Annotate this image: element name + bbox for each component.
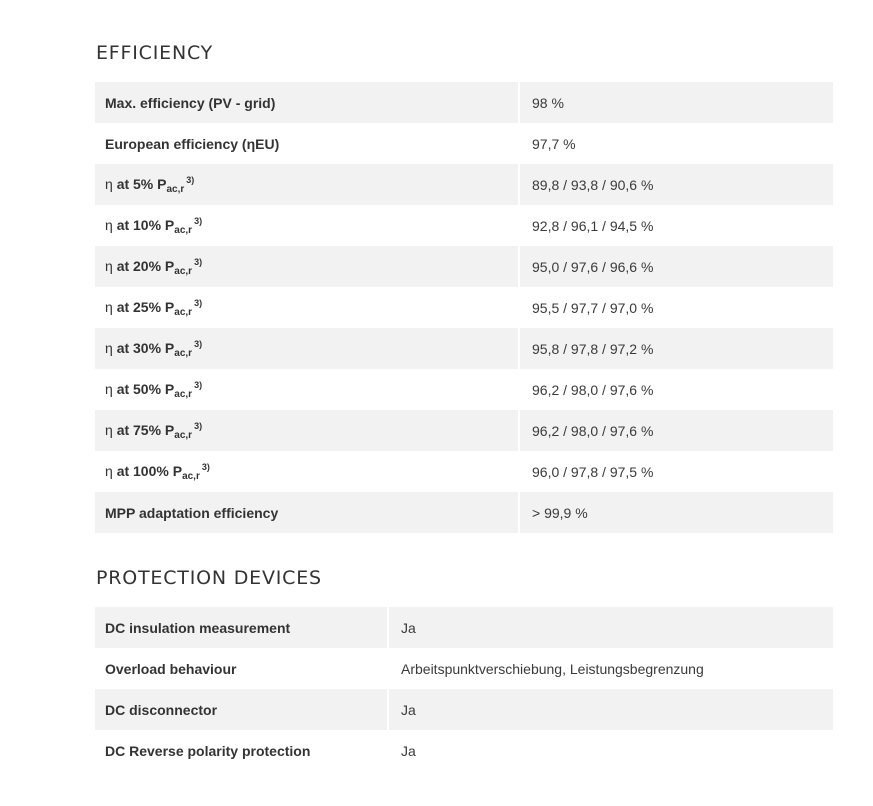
row-value: 96,2 / 98,0 / 97,6 % bbox=[519, 410, 833, 451]
row-label: DC insulation measurement bbox=[95, 607, 388, 648]
eta-symbol: η bbox=[105, 298, 113, 315]
label-subscript: ac,r bbox=[174, 347, 193, 359]
row-value: 97,7 % bbox=[532, 135, 576, 152]
table-row bbox=[95, 328, 833, 369]
row-value: Ja bbox=[388, 607, 833, 648]
footnote-marker: 3) bbox=[194, 420, 203, 431]
row-value: 96,0 / 97,8 / 97,5 % bbox=[532, 463, 654, 480]
label-text: at 50% P bbox=[116, 380, 175, 397]
table-row bbox=[95, 607, 833, 648]
row-label bbox=[95, 369, 519, 410]
row-label bbox=[95, 246, 519, 287]
row-label bbox=[95, 205, 519, 246]
label-subscript: ac,r bbox=[166, 183, 185, 195]
row-value: 92,8 / 96,1 / 94,5 % bbox=[532, 217, 654, 234]
footnote-marker: 3) bbox=[186, 174, 195, 185]
label-text: at 25% P bbox=[116, 298, 175, 315]
label-text: at 20% P bbox=[116, 257, 175, 274]
table-row bbox=[95, 410, 833, 451]
eta-symbol: η bbox=[105, 175, 113, 192]
row-label bbox=[95, 287, 519, 328]
eta-symbol: η bbox=[105, 339, 113, 356]
row-label bbox=[95, 164, 519, 205]
table-row bbox=[95, 246, 833, 287]
table-row bbox=[95, 287, 833, 328]
row-label bbox=[95, 410, 519, 451]
row-value: > 99,9 % bbox=[519, 492, 833, 533]
table-row bbox=[95, 123, 833, 164]
row-value: Arbeitspunktverschiebung, Leistungsbegrenzung bbox=[401, 660, 704, 677]
label-text: at 5% P bbox=[116, 175, 167, 192]
row-value: 98 % bbox=[519, 82, 833, 123]
table-row bbox=[95, 205, 833, 246]
table-row bbox=[95, 369, 833, 410]
row-value: 96,2 / 98,0 / 97,6 % bbox=[532, 381, 654, 398]
footnote-marker: 3) bbox=[201, 461, 210, 472]
eta-symbol: η bbox=[105, 216, 113, 233]
row-value: 95,5 / 97,7 / 97,0 % bbox=[532, 299, 654, 316]
label-text: at 75% P bbox=[116, 421, 175, 438]
efficiency-section-title: EFFICIENCY bbox=[96, 42, 214, 64]
row-value: 95,8 / 97,8 / 97,2 % bbox=[519, 328, 833, 369]
label-subscript: ac,r bbox=[174, 265, 193, 277]
label-text: at 100% P bbox=[116, 462, 183, 479]
row-label bbox=[95, 328, 519, 369]
table-row bbox=[95, 164, 833, 205]
efficiency-table bbox=[95, 82, 833, 533]
footnote-marker: 3) bbox=[194, 297, 203, 308]
row-label: Max. efficiency (PV - grid) bbox=[95, 82, 519, 123]
row-label: MPP adaptation efficiency bbox=[95, 492, 519, 533]
protection-table bbox=[95, 607, 833, 771]
label-subscript: ac,r bbox=[174, 306, 193, 318]
label-text: at 10% P bbox=[116, 216, 175, 233]
label-subscript: ac,r bbox=[182, 470, 200, 482]
row-label: DC disconnector bbox=[95, 689, 388, 730]
footnote-marker: 3) bbox=[194, 338, 203, 349]
row-value: Ja bbox=[401, 742, 416, 759]
table-row bbox=[95, 82, 833, 123]
label-subscript: ac,r bbox=[174, 429, 193, 441]
row-label: Overload behaviour bbox=[95, 648, 388, 689]
eta-symbol: η bbox=[105, 380, 113, 397]
eta-symbol: η bbox=[105, 421, 113, 438]
table-row bbox=[95, 492, 833, 533]
label-subscript: ac,r bbox=[174, 388, 193, 400]
row-label: European efficiency (ηEU) bbox=[95, 123, 519, 164]
footnote-marker: 3) bbox=[194, 256, 203, 267]
table-row bbox=[95, 451, 833, 492]
table-row bbox=[95, 648, 833, 689]
row-value: Ja bbox=[388, 689, 833, 730]
eta-symbol: η bbox=[105, 462, 113, 479]
row-value: 95,0 / 97,6 / 96,6 % bbox=[519, 246, 833, 287]
label-text: at 30% P bbox=[116, 339, 175, 356]
row-label bbox=[95, 451, 519, 492]
protection-section-title: PROTECTION DEVICES bbox=[96, 567, 322, 589]
eta-symbol: η bbox=[105, 257, 113, 274]
footnote-marker: 3) bbox=[194, 379, 203, 390]
table-row bbox=[95, 730, 833, 771]
table-row bbox=[95, 689, 833, 730]
label-subscript: ac,r bbox=[174, 224, 193, 236]
row-value: 89,8 / 93,8 / 90,6 % bbox=[519, 164, 833, 205]
footnote-marker: 3) bbox=[194, 215, 203, 226]
row-label: DC Reverse polarity protection bbox=[95, 730, 388, 771]
